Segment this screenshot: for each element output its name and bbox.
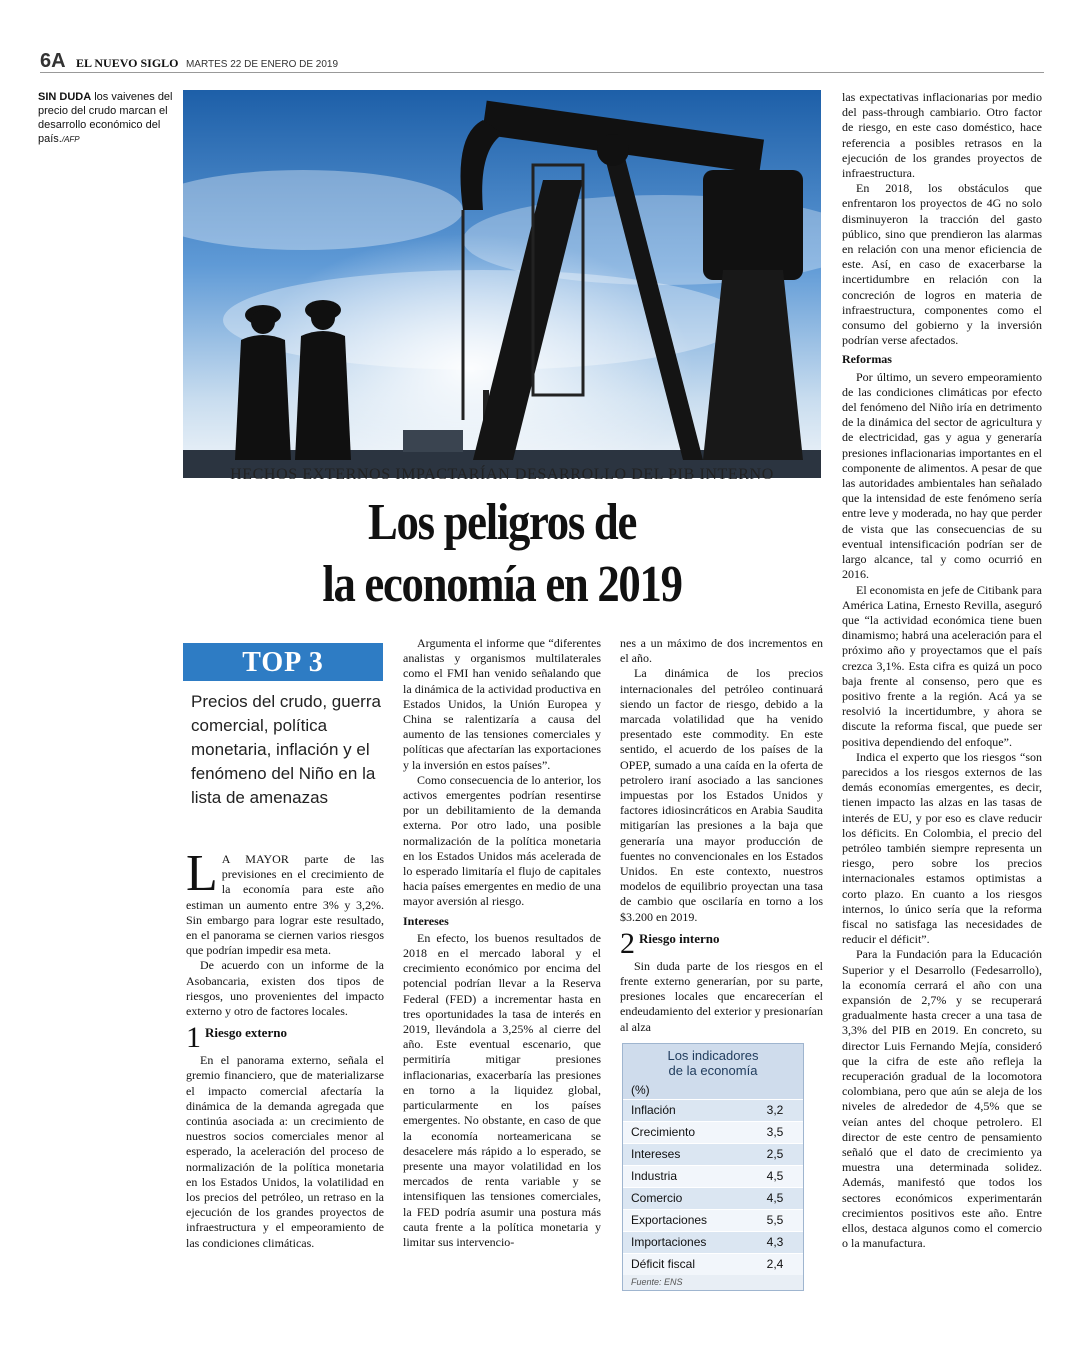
row-label: Exportaciones <box>631 1213 708 1227</box>
row-value: 5,5 <box>766 1213 784 1227</box>
row-value: 3,2 <box>766 1103 784 1117</box>
paragraph: En el panorama externo, señala el gremio financiero, que de materializarse el impacto comercial afectaría la dinámica de la demanda agregada que continúa asociada a: un crecimiento de nuestros socios comerciales menor al esperado, la aceleración del proceso de normalización de la política monetaria en los Estados Unidos, la volatilidad en los precios del petróleo, un retraso en la ejecución de los grandes proyectos de infraestructura y el empeoramiento de las condiciones climáticas. <box>186 1053 384 1250</box>
row-value: 4,3 <box>766 1235 784 1249</box>
table-row <box>623 1165 803 1187</box>
drop-cap: L <box>186 845 218 902</box>
row-value: 2,4 <box>766 1257 784 1271</box>
section-title: Riesgo externo <box>205 1025 287 1041</box>
photo-caption <box>38 90 173 147</box>
photo-credit: /AFP <box>61 135 80 144</box>
paragraph: nes a un máximo de dos incrementos en el año. <box>620 636 823 666</box>
row-value: 4,5 <box>766 1191 784 1205</box>
table-source: Fuente: ENS <box>631 1277 683 1287</box>
column-4 <box>842 90 1042 1251</box>
section-heading-internal <box>620 926 823 960</box>
column-3 <box>620 636 823 1035</box>
row-label: Industria <box>631 1169 678 1183</box>
table-title-line-2: de la economía <box>668 1063 758 1078</box>
newspaper-name: EL NUEVO SIGLO <box>76 56 179 70</box>
paragraph: En 2018, los obstáculos que enfrentaron los proyectos de 4G no solo disminuyeron la tracción del gasto público, sino que prendieron las alarmas en relación con una menor eficiencia de este. Así, en caso de exacerbarse la incertidumbre en relación con la concreción de logros en materia de infraestructura, componentes como el consumo del gobierno y la inversión podrían verse afectados. <box>842 181 1042 348</box>
table-row <box>623 1099 803 1121</box>
section-number: 2 <box>620 926 635 960</box>
row-label: Intereses <box>631 1147 681 1161</box>
row-label: Déficit fiscal <box>631 1257 696 1271</box>
row-value: 3,5 <box>766 1125 784 1139</box>
article-headline <box>228 492 777 616</box>
table-row <box>623 1253 803 1275</box>
issue-date: MARTES 22 DE ENERO DE 2019 <box>185 59 339 70</box>
article-deck: Precios del crudo, guerra comercial, política monetaria, inflación y el fenómeno del Niño en la lista de amenazas <box>191 692 381 807</box>
table-unit: (%) <box>623 1081 803 1099</box>
row-value: 2,5 <box>766 1147 784 1161</box>
table-title <box>623 1044 803 1081</box>
page-header <box>40 50 1044 73</box>
paragraph: A MAYOR parte de las previsiones en el crecimiento de la economía para este año estiman un aumento entre 3% y 3,2%. Sin embargo para lograr este resultado, en el panorama se ciernen varios riesgos que podrían impedir esa meta. <box>186 852 384 958</box>
row-label: Inflación <box>631 1103 676 1117</box>
paragraph: las expectativas inflacionarias por medio del pass-through cambiario. Otro factor de riesgo, en este caso doméstico, hace referencia a posibles retrasos en la ejecución de los grandes proyectos de infraestructura. <box>842 90 1042 181</box>
paragraph: En efecto, los buenos resultados de 2018 en el mercado laboral y el crecimiento económico por encima del potencial podrían llevar a la Reserva Federal (FED) a incrementar hasta en tres oportunidades la tasa de interés en 2019, llevándola a 3,25% al cierre del año. Este eventual escenario, que permitiría mitigar presiones inflacionarias, exacerbaría las presiones en torno a la liquidez global, particularmente en los países emergentes. No obstante, en caso de que la economía norteamericana se desacelere más rápido a lo esperado, se presente una mayor volatilidad en los mercados de renta variable y se intensifiquen las tensiones comerciales, la FED podría asumir una postura más cauta frente a la política monetaria y limitar sus intervencio- <box>403 930 601 1249</box>
paragraph: Por último, un severo empeoramiento de las condiciones climáticas por efecto del fenómeno del Niño iría en detrimento de la dinámica del sector de agricultura y de electricidad, gas y agua y generaría presiones inflacionarias importantes en el componente de alimentos. A pesar de que las autoridades ambientales han señalado que la intensidad de este fenómeno sería entre leve y moderada, no hay que perder de vista que las consecuencias de su eventual intensificación podrían ser de largo alcance, tal y como ocurrió en 2016. <box>842 369 1042 582</box>
article-kicker: HECHOS EXTERNOS IMPACTARÍAN DESARROLLO DEL PIB INTERNO <box>230 466 774 483</box>
paragraph: Como consecuencia de lo anterior, los activos emergentes podrían resentirse por un debilitamiento de la demanda externa. Por otro lado, una posible normalización de la política monetaria en los Estados Unidos más acelerada de lo esperado limitaría el flujo de capitales hacia países emergentes en medio de una mayor aversión al riesgo. <box>403 772 601 909</box>
row-label: Importaciones <box>631 1235 707 1249</box>
section-heading-external <box>186 1021 384 1055</box>
subheading-intereses: Intereses <box>403 913 449 928</box>
section-number: 1 <box>186 1021 201 1055</box>
section-title: Riesgo interno <box>639 930 720 946</box>
paragraph: Sin duda parte de los riesgos en el frente externo generarían, por su parte, presiones locales que encarecerían el endeudamiento del exterior y presionarían al alza <box>620 958 823 1034</box>
paragraph: Argumenta el informe que “diferentes analistas y organismos multilaterales como el FMI han venido señalando que la dinámica de la actividad productiva en Estados Unidos, la Unión Europea y China se ralentizaría a causa del aumento de las tensiones comerciales y políticas que afectarían las exportaciones y la inversión en estos países”. <box>403 636 601 772</box>
caption-text: los vaivenes del precio del crudo marcan el desarrollo económico del país. <box>38 91 173 145</box>
table-row <box>623 1187 803 1209</box>
row-value: 4,5 <box>766 1169 784 1183</box>
column-1 <box>186 845 384 1251</box>
indicators-table <box>622 1043 804 1291</box>
headline-line-2: la economía en 2019 <box>322 556 682 613</box>
table-row <box>623 1143 803 1165</box>
table-row <box>623 1121 803 1143</box>
page-number: 6A <box>40 50 66 72</box>
subheading-reformas: Reformas <box>842 352 892 367</box>
oil-pump-photo <box>183 90 821 478</box>
column-2 <box>403 636 601 1250</box>
paragraph: El economista en jefe de Citibank para América Latina, Ernesto Revilla, aseguró que “la actividad económica tiene buen dinamismo; habrá una aceleración para el próximo año y proyectamos que el país crezca 3,1%. Esta cifra es quizá un poco baja frente al consenso, pero que es positivo frente a la región. Acá ya se resolvió la incertidumbre, y ahora se discute la reforma fiscal, que puede ser positiva dependiendo del enfoque”. <box>842 582 1042 749</box>
table-row <box>623 1231 803 1253</box>
paragraph: Indica el experto que los riesgos “son parecidos a los riesgos externos de las demás economías emergentes, es decir, tienen impacto las alzas en las tasas de interés de EU, y por eso es clave reducir los déficits. En Colombia, el precio del petróleo también siempre representa un riesgo, pero sobre los precios internacionales estamos optimistas a corto plazo. En cuanto a los riesgos internos, lo único sería que la reforma fiscal no satisfaga las necesidades de reducir el déficit”. <box>842 749 1042 947</box>
top3-badge: TOP 3 <box>183 643 383 681</box>
row-label: Crecimiento <box>631 1125 696 1139</box>
paragraph: La dinámica de los precios internacionales del petróleo continuará siendo un factor de riesgo, debido a la marcada volatilidad que ha venido presentado este commodity. En este sentido, el acuerdo de los países de la OPEP, sumado a una caída en la oferta de petrolero iraní asociado a las sanciones impuestas por los Estados Unidos y factores idiosincráticos en Arabia Saudita mitigarían las presiones a la baja que generaría una mayor producción de fuentes no convencionales en los Estados Unidos. En este contexto, nuestros modelos de equilibrio proyectan una tasa de cambio que oscilaría en torno a los $3.200 en 2019. <box>620 666 823 924</box>
oil-pump-illustration <box>183 90 821 478</box>
table-row <box>623 1209 803 1231</box>
paragraph: De acuerdo con un informe de la Asobancaria, existen dos tipos de riesgos, uno provenientes del impacto externo y otro de factores locales. <box>186 958 384 1019</box>
row-label: Comercio <box>631 1191 683 1205</box>
headline-line-1: Los peligros de <box>367 494 637 551</box>
table-body <box>623 1099 803 1275</box>
table-title-line-1: Los indicadores <box>667 1048 759 1063</box>
caption-lead: SIN DUDA <box>38 91 92 103</box>
paragraph: Para la Fundación para la Educación Superior y el Desarrollo (Fedesarrollo), la economía cerrará el año con una expansión de 2,7% y se recuperará gradualmente hasta crecer a una tasa de 3,3% del PIB en 2019. En concreto, su director Luis Fernando Mejía, consideró que la cifra de este año refleja la recuperación gradual de la locomotora colombiana, pero que aún se aleja de los niveles de alrededor de 4,5% que se veían antes del choque petrolero. El director de este centro de pensamiento señaló que el dato de crecimiento ya muestra una determinada solidez. Además, manifestó que todos los sectores económicos experimentarán crecimientos positivos este año. Entre ellos, destaca algunos como el comercio o la manufactura. <box>842 947 1042 1251</box>
